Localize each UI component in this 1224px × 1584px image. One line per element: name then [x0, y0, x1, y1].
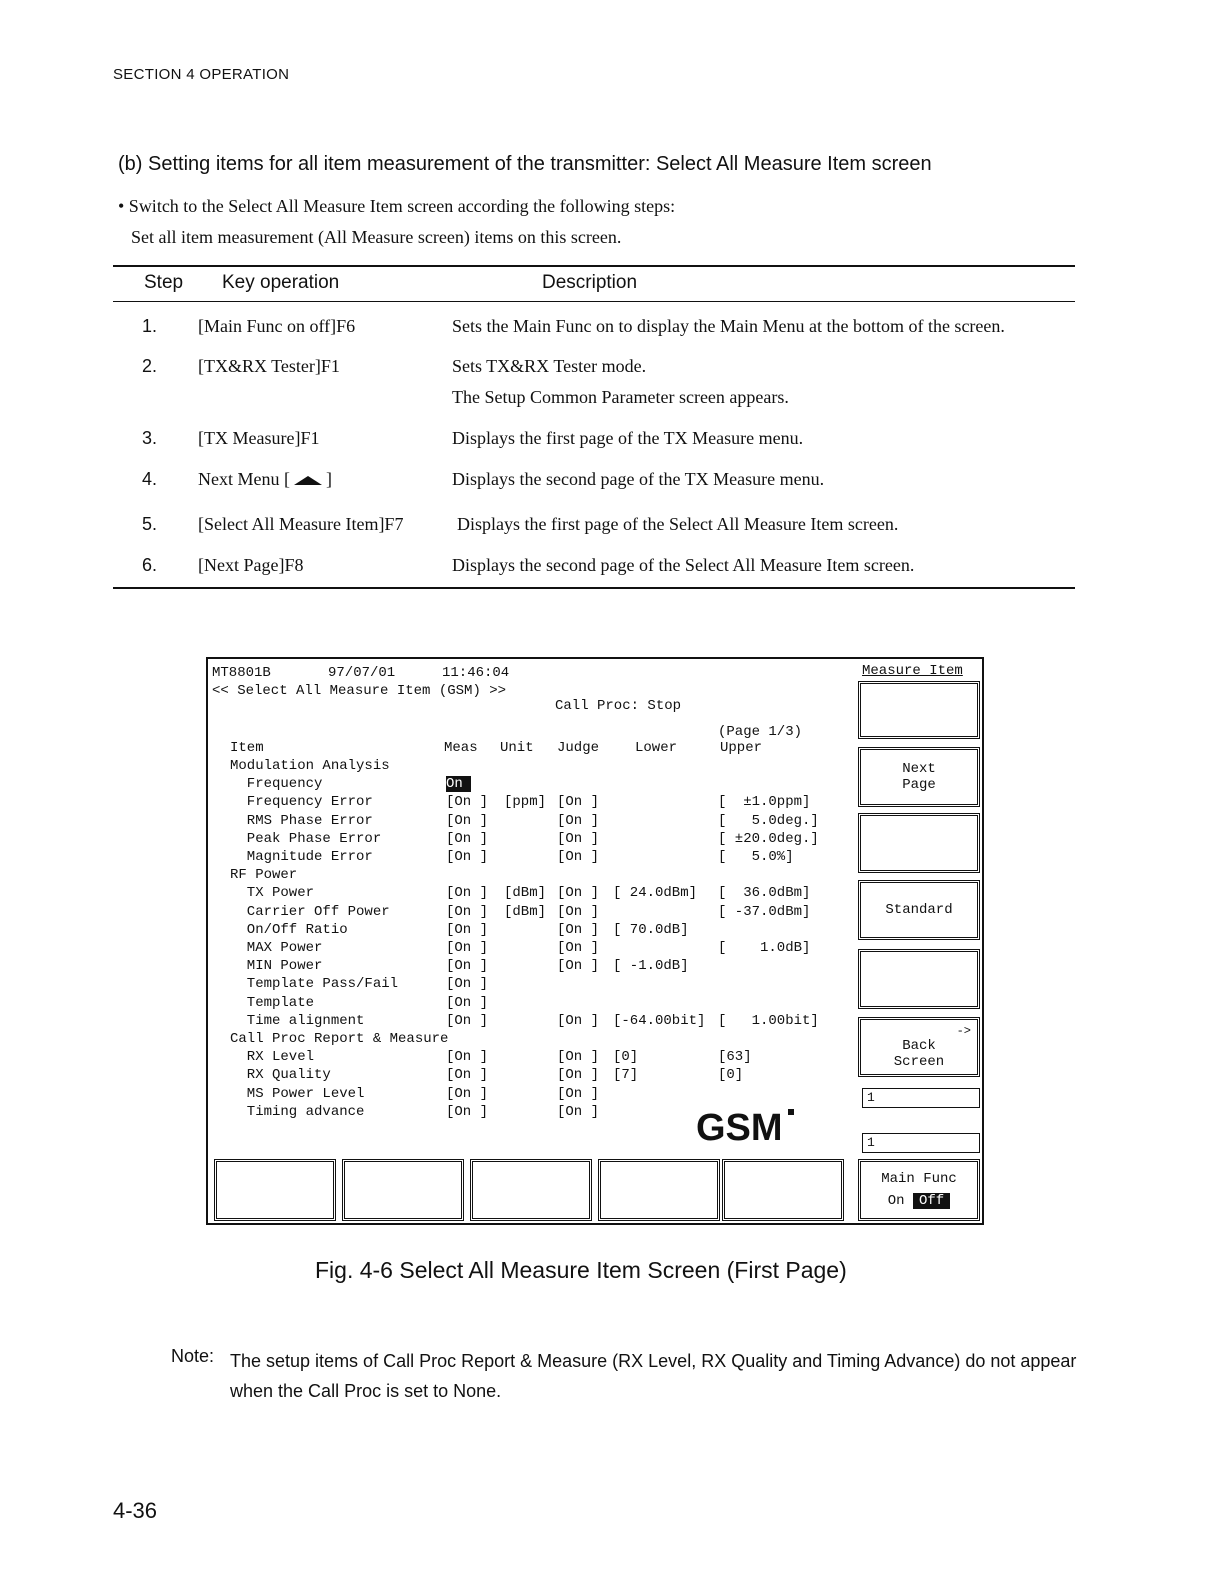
row-meas[interactable]: [On ] — [446, 994, 489, 1011]
step-description: Displays the second page of the TX Measure menu. — [452, 469, 825, 489]
step-description: Sets the Main Func on to display the Main Menu at the bottom of the screen. — [452, 316, 1005, 336]
row-upper[interactable]: [ 5.0deg.] — [718, 812, 819, 829]
arrow-icon: -> — [956, 1024, 971, 1038]
row-judge[interactable]: [On ] — [557, 885, 600, 902]
row-lower[interactable]: [ 70.0dB] — [613, 921, 689, 938]
softkey-main-func[interactable] — [858, 1159, 980, 1221]
note-text: The setup items of Call Proc Report & Measure (RX Level, RX Quality and Timing Advance) do not appear when the Call Proc is set to None. — [230, 1351, 1077, 1401]
row-meas[interactable]: [On ] — [446, 903, 489, 920]
softkey-f1[interactable] — [858, 681, 980, 739]
function-key-3[interactable] — [470, 1159, 592, 1221]
row-upper[interactable]: [ 36.0dBm] — [718, 885, 811, 902]
screen-time: 11:46:04 — [442, 665, 510, 681]
row-meas[interactable]: [On ] — [446, 940, 489, 956]
function-key-2[interactable] — [342, 1159, 464, 1221]
gsm-logo: GSM — [696, 1107, 783, 1149]
key-operation — [198, 469, 332, 490]
row-judge[interactable]: [On ] — [557, 830, 600, 847]
row-meas[interactable]: [On ] — [446, 1012, 489, 1029]
softkey-title: Measure Item — [862, 663, 963, 679]
col-header-judge: Judge — [557, 740, 600, 756]
row-upper[interactable]: [ -37.0dBm] — [718, 903, 811, 920]
table-header-rule — [113, 301, 1075, 302]
row-meas[interactable]: [On ] — [446, 1049, 489, 1066]
row-judge[interactable]: [On ] — [557, 849, 600, 865]
row-meas[interactable]: [On ] — [446, 921, 489, 938]
row-item: On/Off Ratio — [230, 921, 348, 938]
row-meas[interactable]: [On ] — [446, 812, 489, 829]
col-header-item: Item — [230, 740, 264, 756]
softkey-f5[interactable] — [858, 949, 980, 1009]
intro-bullet: • Switch to the Select All Measure Item screen according the following steps: — [118, 196, 676, 216]
row-meas[interactable]: [On ] — [446, 849, 489, 865]
back-label-2: Screen — [893, 1054, 945, 1070]
row-item: Peak Phase Error — [230, 830, 382, 847]
row-judge[interactable]: [On ] — [557, 1103, 600, 1120]
section-header: SECTION 4 OPERATION — [113, 66, 290, 83]
softkey-standard[interactable] — [858, 880, 980, 940]
row-lower[interactable]: [0] — [613, 1049, 639, 1066]
row-upper[interactable]: [ 1.00bit] — [718, 1012, 819, 1029]
row-meas[interactable]: [On ] — [446, 976, 489, 993]
row-lower[interactable]: [-64.00bit] — [613, 1012, 706, 1029]
back-label-1: Back — [902, 1038, 936, 1054]
counter-box-2: 1 — [862, 1133, 980, 1153]
row-meas[interactable]: [On ] — [446, 958, 489, 975]
row-meas[interactable]: [On ] — [446, 885, 489, 902]
row-judge[interactable]: [On ] — [557, 940, 600, 956]
main-func-off: Off — [913, 1193, 950, 1209]
key-operation: [TX&RX Tester]F1 — [198, 356, 340, 376]
row-upper[interactable]: [ 1.0dB] — [718, 940, 811, 956]
row-item: MS Power Level — [230, 1085, 365, 1102]
row-item: MIN Power — [230, 958, 323, 975]
figure-caption: Fig. 4-6 Select All Measure Item Screen (First Page) — [315, 1257, 847, 1283]
row-item: RF Power — [230, 867, 298, 884]
row-judge[interactable]: [On ] — [557, 812, 600, 829]
softkey-f3[interactable] — [858, 813, 980, 873]
row-upper[interactable]: [0] — [718, 1067, 744, 1084]
subsection-heading: (b) Setting items for all item measurement of the transmitter: Select All Measure Item screen — [118, 153, 932, 175]
softkey-next-page[interactable] — [858, 747, 980, 807]
row-judge[interactable]: [On ] — [557, 1067, 600, 1084]
next-page-label-1: Next — [902, 761, 936, 777]
row-judge[interactable]: [On ] — [557, 1012, 600, 1029]
main-func-on: On — [887, 1193, 905, 1209]
step-number: 4. — [142, 469, 158, 489]
step-description: Displays the second page of the Select All Measure Item screen. — [452, 555, 915, 575]
main-func-label: Main Func — [881, 1171, 957, 1187]
row-item: RX Level — [230, 1049, 315, 1066]
row-item: Time alignment — [230, 1012, 365, 1029]
intro-text: Set all item measurement (All Measure screen) items on this screen. — [131, 227, 622, 247]
screen-date: 97/07/01 — [328, 665, 396, 681]
col-header-lower: Lower — [635, 740, 678, 756]
row-item: RX Quality — [230, 1067, 331, 1084]
row-judge[interactable]: [On ] — [557, 903, 600, 920]
row-meas[interactable]: [On ] — [446, 1085, 489, 1102]
cursor-value: On — [446, 776, 472, 792]
standard-label: Standard — [885, 902, 953, 918]
row-judge[interactable]: [On ] — [557, 1085, 600, 1102]
table-top-rule — [113, 265, 1075, 267]
step-number: 6. — [142, 555, 158, 575]
key-operation: [TX Measure]F1 — [198, 428, 320, 448]
row-item: Call Proc Report & Measure — [230, 1031, 449, 1047]
row-judge[interactable]: [On ] — [557, 794, 600, 811]
model-name: MT8801B — [212, 665, 271, 681]
instrument-screen — [206, 657, 984, 1225]
step-description: Displays the first page of the Select All Measure Item screen. — [457, 514, 899, 534]
row-lower[interactable]: [ -1.0dB] — [613, 958, 689, 975]
row-meas[interactable]: [On ] — [446, 1067, 489, 1084]
row-item: MAX Power — [230, 940, 323, 956]
row-item: Carrier Off Power — [230, 903, 390, 920]
col-header-unit: Unit — [500, 740, 534, 756]
header-key-operation: Key operation — [222, 272, 340, 293]
row-unit[interactable]: [dBm] — [504, 885, 547, 902]
row-meas[interactable]: [On ] — [446, 1103, 489, 1120]
row-item: Template — [230, 994, 315, 1011]
row-upper[interactable]: [ 5.0%] — [718, 849, 794, 865]
row-unit[interactable]: [dBm] — [504, 903, 547, 920]
row-item: TX Power — [230, 885, 315, 902]
row-lower[interactable]: [ 24.0dBm] — [613, 885, 698, 902]
row-upper[interactable]: [ ±20.0deg.] — [718, 830, 819, 847]
up-arrow-icon — [294, 476, 322, 485]
header-description: Description — [542, 272, 638, 293]
next-page-label-2: Page — [902, 777, 936, 793]
step-number: 5. — [142, 514, 158, 534]
row-meas[interactable]: [On ] — [446, 830, 489, 847]
row-upper[interactable]: [ ±1.0ppm] — [718, 794, 811, 811]
key-operation-suffix: ] — [325, 469, 332, 489]
row-item: Template Pass/Fail — [230, 976, 399, 993]
step-description: Sets TX&RX Tester mode. — [452, 356, 647, 376]
step-description-line2: The Setup Common Parameter screen appears. — [452, 387, 789, 407]
row-item: Magnitude Error — [230, 849, 373, 865]
row-unit[interactable]: [ppm] — [504, 794, 547, 811]
col-header-upper: Upper — [720, 740, 763, 756]
row-item: Frequency — [230, 776, 323, 793]
row-item: Modulation Analysis — [230, 758, 390, 774]
gsm-logo-mark — [788, 1109, 794, 1115]
page-indicator: (Page 1/3) — [718, 724, 803, 740]
step-number: 1. — [142, 316, 158, 336]
key-operation: [Main Func on off]F6 — [198, 316, 356, 336]
step-number: 3. — [142, 428, 158, 448]
call-proc-status: Call Proc: Stop — [555, 698, 682, 714]
screen-title: << Select All Measure Item (GSM) >> — [212, 683, 507, 699]
note-label: Note: — [171, 1346, 215, 1366]
header-step: Step — [144, 272, 184, 293]
function-key-1[interactable] — [214, 1159, 336, 1221]
row-meas[interactable]: [On ] — [446, 794, 489, 811]
row-upper[interactable]: [63] — [718, 1049, 752, 1066]
row-item: Frequency Error — [230, 794, 373, 811]
function-key-5[interactable] — [722, 1159, 844, 1221]
step-number: 2. — [142, 356, 158, 376]
softkey-back-screen[interactable] — [858, 1017, 980, 1077]
row-judge[interactable]: [On ] — [557, 1049, 600, 1066]
counter-box-1: 1 — [862, 1088, 980, 1108]
selected-cursor[interactable] — [446, 776, 471, 792]
col-header-meas: Meas — [444, 740, 478, 756]
row-judge[interactable]: [On ] — [557, 921, 600, 938]
row-lower[interactable]: [7] — [613, 1067, 639, 1084]
page-number: 4-36 — [113, 1498, 158, 1523]
function-key-4[interactable] — [598, 1159, 720, 1221]
key-operation: [Select All Measure Item]F7 — [198, 514, 404, 534]
row-judge[interactable]: [On ] — [557, 958, 600, 975]
row-item: Timing advance — [230, 1103, 365, 1120]
key-operation-prefix: Next Menu [ — [198, 469, 290, 489]
row-item: RMS Phase Error — [230, 812, 373, 829]
table-bottom-rule — [113, 587, 1075, 589]
key-operation: [Next Page]F8 — [198, 555, 304, 575]
step-description: Displays the first page of the TX Measure menu. — [452, 428, 804, 448]
